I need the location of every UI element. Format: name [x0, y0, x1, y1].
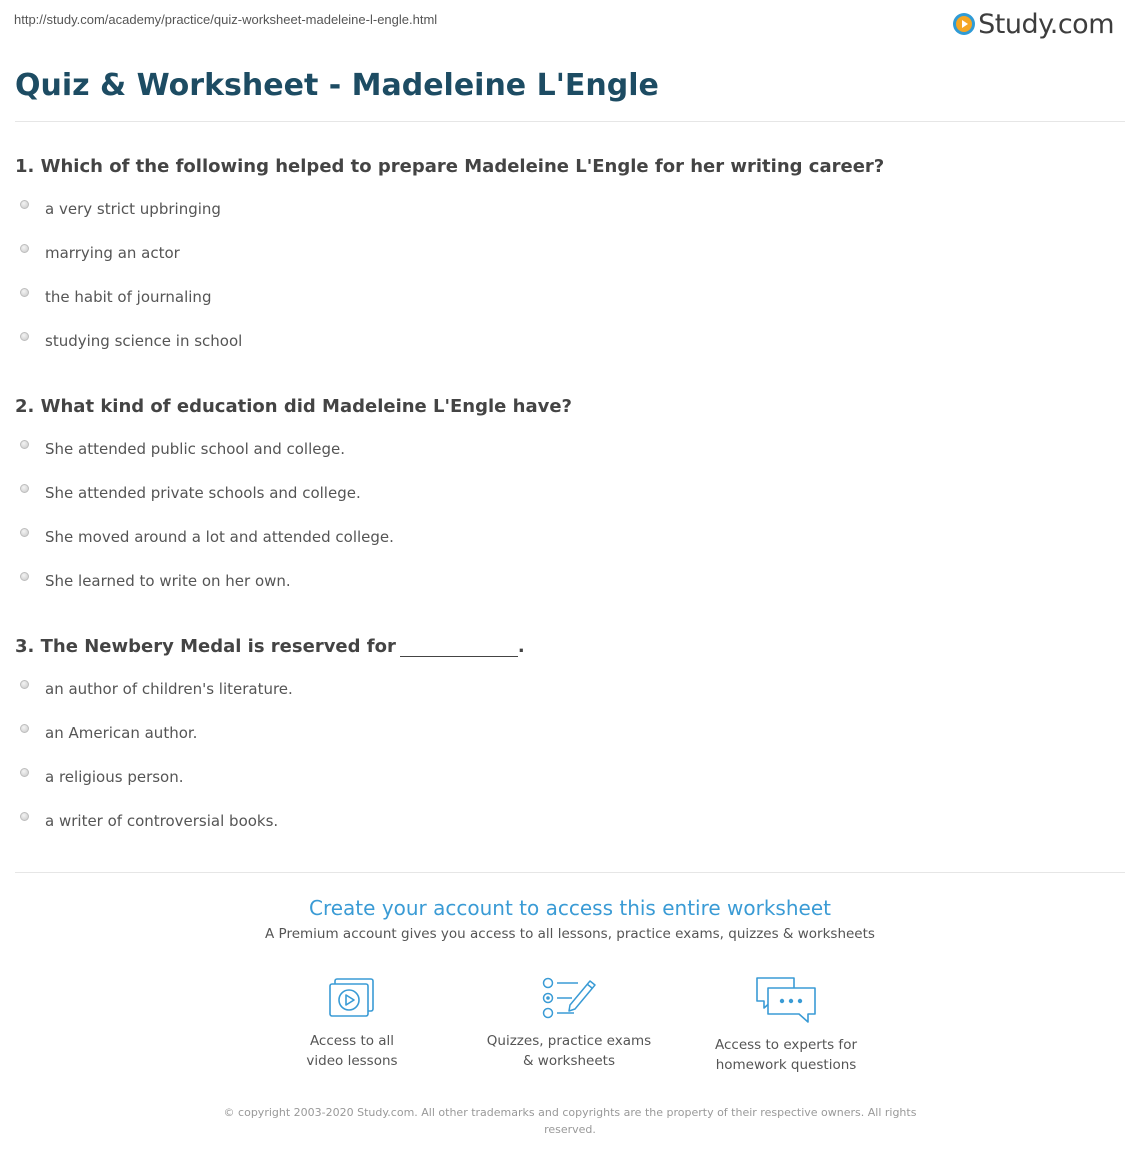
question-3 — [15, 636, 525, 657]
radio-button[interactable] — [20, 244, 29, 253]
radio-button[interactable] — [20, 572, 29, 581]
logo-text: Study.com — [978, 8, 1114, 40]
option-label: a writer of controversial books. — [45, 812, 279, 830]
study-logo[interactable] — [953, 8, 1114, 40]
feature-label: Access to experts for homework questions — [714, 1037, 857, 1073]
question-1: 1. Which of the following helped to prepare Madeleine L'Engle for her writing career? — [15, 156, 885, 177]
cta-divider — [15, 872, 1125, 873]
feature-experts — [686, 975, 886, 1075]
question-2-option-1[interactable] — [20, 440, 345, 458]
question-3-text: 3. The Newbery Medal is reserved for — [15, 636, 396, 657]
page-title: Quiz & Worksheet - Madeleine L'Engle — [15, 68, 659, 103]
option-label: a religious person. — [45, 768, 184, 786]
radio-button[interactable] — [20, 812, 29, 821]
option-label: marrying an actor — [45, 244, 180, 262]
question-3-option-2[interactable] — [20, 724, 197, 742]
radio-button[interactable] — [20, 768, 29, 777]
radio-button[interactable] — [20, 288, 29, 297]
radio-button[interactable] — [20, 440, 29, 449]
question-1-option-3[interactable] — [20, 288, 211, 306]
feature-label: Quizzes, practice exams & worksheets — [486, 1033, 652, 1069]
feature-video-lessons — [252, 975, 452, 1071]
option-label: a very strict upbringing — [45, 200, 221, 218]
radio-button[interactable] — [20, 528, 29, 537]
quiz-checklist-icon — [540, 975, 598, 1021]
feature-label: Access to all video lessons — [306, 1033, 398, 1069]
video-lessons-icon — [325, 975, 379, 1021]
option-label: studying science in school — [45, 332, 243, 350]
feature-quizzes — [469, 975, 669, 1071]
question-2: 2. What kind of education did Madeleine L'Engle have? — [15, 396, 572, 417]
top-bar — [0, 0, 1140, 44]
chat-bubbles-icon — [754, 975, 818, 1025]
question-1-option-2[interactable] — [20, 244, 180, 262]
option-label: She attended private schools and college. — [45, 484, 361, 502]
question-3-option-1[interactable] — [20, 680, 293, 698]
title-divider — [15, 121, 1125, 122]
radio-button[interactable] — [20, 200, 29, 209]
fill-in-blank — [400, 640, 518, 657]
copyright-notice: © copyright 2003-2020 Study.com. All other trademarks and copyrights are the property of their respective owners. All rights reserved. — [223, 1106, 917, 1136]
radio-button[interactable] — [20, 680, 29, 689]
radio-button[interactable] — [20, 724, 29, 733]
question-1-option-1[interactable] — [20, 200, 221, 218]
create-account-link[interactable]: Create your account to access this entire worksheet — [309, 896, 831, 920]
option-label: She learned to write on her own. — [45, 572, 291, 590]
option-label: an author of children's literature. — [45, 680, 293, 698]
question-3-suffix: . — [517, 636, 525, 657]
question-3-option-4[interactable] — [20, 812, 278, 830]
option-label: She moved around a lot and attended college. — [45, 528, 394, 546]
radio-button[interactable] — [20, 484, 29, 493]
question-2-option-3[interactable] — [20, 528, 394, 546]
question-3-option-3[interactable] — [20, 768, 184, 786]
option-label: an American author. — [45, 724, 198, 742]
option-label: She attended public school and college. — [45, 440, 346, 458]
play-logo-icon — [953, 13, 975, 35]
question-2-option-4[interactable] — [20, 572, 291, 590]
option-label: the habit of journaling — [45, 288, 212, 306]
radio-button[interactable] — [20, 332, 29, 341]
question-1-option-4[interactable] — [20, 332, 242, 350]
question-2-option-2[interactable] — [20, 484, 361, 502]
premium-description: A Premium account gives you access to all lessons, practice exams, quizzes & worksheets — [265, 926, 875, 942]
page-url: http://study.com/academy/practice/quiz-worksheet-madeleine-l-engle.html — [14, 12, 438, 27]
